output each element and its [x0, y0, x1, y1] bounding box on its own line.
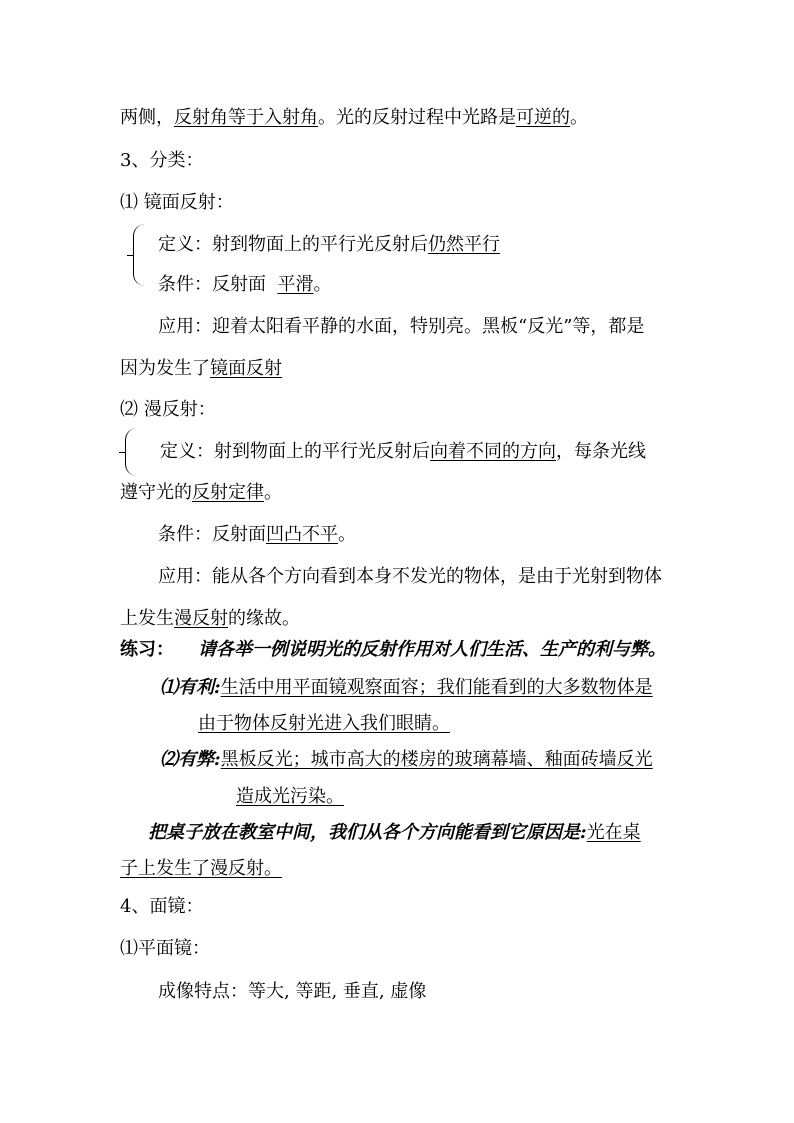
text: 定义：射到物面上的平行光反射后: [160, 441, 430, 462]
underlined-answer: 向着不同的方向: [430, 441, 556, 462]
paragraph-line: [120, 481, 282, 505]
text: 。: [570, 107, 588, 128]
text: 的缘故。: [228, 608, 300, 629]
text: 条件：反射面: [158, 274, 278, 295]
text: 上发生: [120, 608, 174, 629]
answer-label: ⑵有弊:: [160, 749, 221, 770]
paragraph-line: [120, 357, 282, 381]
paragraph-line: [160, 440, 646, 464]
underlined-answer: 生活中用平面镜观察面容；我们能看到的大多数物体是: [220, 677, 653, 698]
section-heading: 3、分类：: [120, 150, 204, 171]
left-brace: [125, 428, 138, 476]
subsection-heading: ⑵ 漫反射：: [120, 399, 216, 420]
underlined-answer: 凹凸不平: [266, 524, 338, 545]
answer-line: [160, 748, 653, 772]
underlined-answer: 光在桌: [586, 822, 641, 843]
answer-line: [160, 676, 653, 700]
paragraph-line: 成像特点：等大, 等距, 垂直, 虚像: [158, 981, 427, 1002]
text: 遵守光的: [120, 482, 192, 503]
paragraph-line: 应用：能从各个方向看到本身不发光的物体，是由于光射到物体: [158, 566, 662, 587]
underlined-answer: 子上发生了漫反射。: [120, 858, 282, 879]
paragraph-line: [120, 106, 588, 130]
paragraph-line: [158, 273, 331, 297]
answer-line: [120, 857, 290, 881]
underlined-answer: 镜面反射: [210, 358, 282, 379]
underlined-answer: 反射定律: [192, 482, 264, 503]
underlined-answer: 反射角等于入射角: [174, 107, 318, 128]
underlined-answer: 黑板反光；城市高大的楼房的玻璃幕墙、釉面砖墙反光: [220, 749, 653, 770]
text: 两侧，: [120, 107, 174, 128]
answer-line: [198, 712, 462, 736]
subsection-heading: ⑴平面镜：: [120, 938, 210, 959]
paragraph-line: 应用：迎着太阳看平静的水面，特别亮。黑板“反光”等，都是: [158, 316, 645, 337]
question-text: 把桌子放在教室中间，我们从各个方向能看到它原因是:: [148, 822, 587, 843]
paragraph-line: [120, 607, 300, 631]
text: 因为发生了: [120, 358, 210, 379]
text: 。: [338, 524, 356, 545]
exercise-question: [148, 821, 641, 845]
left-brace: [133, 224, 146, 286]
underlined-answer: 仍然平行: [428, 234, 500, 255]
question-text: 请各举一例说明光的反射作用对人们生活、生产的利与弊。: [198, 639, 666, 660]
text: 。: [264, 482, 282, 503]
underlined-answer: 可逆的: [516, 107, 570, 128]
subsection-heading: ⑴ 镜面反射：: [120, 192, 234, 213]
underlined-answer: 由于物体反射光进入我们眼睛。: [198, 713, 450, 734]
exercise-label: 练习：: [120, 639, 174, 660]
paragraph-line: [158, 233, 500, 257]
text: 条件：反射面: [158, 524, 266, 545]
exercise-question: [120, 638, 666, 662]
paragraph-line: [158, 523, 356, 547]
underlined-answer: 漫反射: [174, 608, 228, 629]
text: ，每条光线: [556, 441, 646, 462]
underlined-answer: 造成光污染。: [236, 786, 344, 807]
section-heading: 4、面镜：: [120, 896, 204, 917]
text: 。光的反射过程中光路是: [318, 107, 516, 128]
answer-line: [236, 785, 350, 809]
text: 定义：射到物面上的平行光反射后: [158, 234, 428, 255]
underlined-answer: 平滑: [277, 274, 314, 295]
text: 。: [313, 274, 332, 295]
answer-label: ⑴有利:: [160, 677, 221, 698]
